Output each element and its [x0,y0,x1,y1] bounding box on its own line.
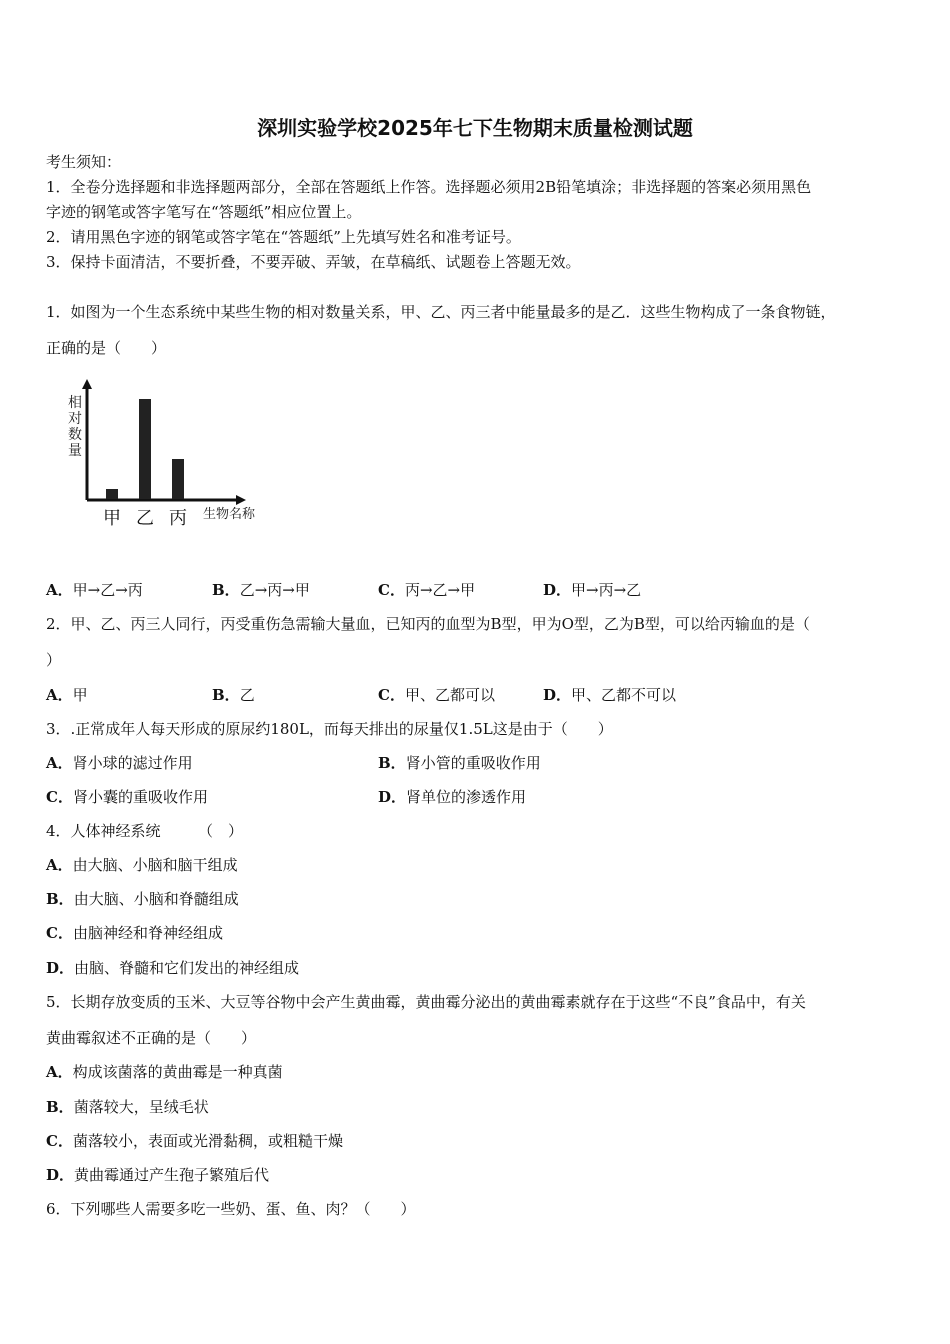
question-3-stem: 3．.正常成年人每天形成的原尿约180L，而每天排出的尿量仅1.5L这是由于（ ） [46,720,613,738]
question-5-stem: 5．长期存放变质的玉米、大豆等谷物中会产生黄曲霉，黄曲霉分泌出的黄曲霉素就存在于这些“不良”食品中，有关 [46,993,806,1011]
y-label-char: 对 [68,411,82,427]
x-axis-arrow [236,495,246,505]
question-1-stem-cont: 正确的是（ ） [46,339,167,357]
q3-option-a[interactable] [46,753,193,773]
option-key: B． [212,581,240,599]
option-key: D． [543,686,572,704]
y-label-char: 量 [68,443,82,459]
q4-option-c[interactable] [46,923,223,943]
y-label-char: 数 [68,427,82,443]
option-text: 构成该菌落的黄曲霉是一种真菌 [72,1063,283,1081]
question-5-stem-cont: 黄曲霉叙述不正确的是（ ） [46,1029,257,1047]
option-key: A． [46,686,73,704]
option-text: 乙 [239,686,255,704]
page-title: 深圳实验学校2025年七下生物期末质量检测试题 [257,116,693,140]
option-key: B． [378,754,406,772]
q1-option-c[interactable] [378,580,475,600]
category-label: 丙 [169,508,187,529]
option-key: D． [543,581,572,599]
q2-option-d[interactable] [543,685,676,705]
q5-option-c[interactable] [46,1131,343,1151]
option-key: C． [378,686,405,704]
option-key: D． [46,1166,75,1184]
q2-option-b[interactable] [212,685,255,705]
y-label-char: 相 [68,395,82,411]
q4-option-a[interactable] [46,855,238,875]
q3-option-b[interactable] [378,753,541,773]
option-key: B． [212,686,240,704]
option-key: C． [378,581,405,599]
option-text: 由脑神经和脊神经组成 [72,924,223,942]
q2-option-a[interactable] [46,685,88,705]
q5-option-d[interactable] [46,1165,269,1185]
option-text: 丙→乙→甲 [404,581,476,599]
option-text: 肾小囊的重吸收作用 [72,788,208,806]
option-text: 菌落较小，表面或光滑黏稠，或粗糙干燥 [72,1132,343,1150]
option-text: 肾小球的滤过作用 [72,754,193,772]
notice-item: 3．保持卡面清洁，不要折叠，不要弄破、弄皱，在草稿纸、试题卷上答题无效。 [46,253,581,271]
category-label: 甲 [103,508,121,529]
q3-option-c[interactable] [46,787,208,807]
category-label: 乙 [136,508,154,529]
option-key: A． [46,754,73,772]
q4-option-d[interactable] [46,958,299,978]
option-text: 由大脑、小脑和脊髓组成 [73,890,239,908]
option-text: 甲、乙都可以 [404,686,495,704]
notice-item: 2．请用黑色字迹的钢笔或答字笔在“答题纸”上先填写姓名和准考证号。 [46,228,521,246]
bar-group [106,399,184,499]
question-2-stem: 2．甲、乙、丙三人同行，丙受重伤急需输大量血，已知丙的血型为B型，甲为O型，乙为B型，可以给丙输血的是（ [46,615,810,633]
option-key: A． [46,856,73,874]
option-key: C． [46,788,73,806]
option-text: 甲→丙→乙 [571,581,642,599]
option-text: 甲→乙→丙 [72,581,143,599]
option-key: D． [378,788,407,806]
option-text: 黄曲霉通过产生孢子繁殖后代 [74,1166,270,1184]
y-axis-label [68,394,82,459]
relative-quantity-chart [60,375,280,535]
option-text: 肾单位的渗透作用 [406,788,527,806]
notice-item: 字迹的钢笔或答字笔写在“答题纸”相应位置上。 [46,203,362,221]
bar-甲 [106,489,118,499]
q4-option-b[interactable] [46,889,239,909]
option-key: D． [46,959,75,977]
option-text: 菌落较大，呈绒毛状 [73,1098,209,1116]
option-text: 由脑、脊髓和它们发出的神经组成 [74,959,300,977]
option-text: 乙→丙→甲 [239,581,310,599]
question-2-stem-cont: ） [46,651,62,669]
bar-乙 [139,399,151,499]
option-text: 甲、乙都不可以 [571,686,677,704]
q5-option-a[interactable] [46,1062,283,1082]
question-4-stem: 4．人体神经系统 （ ） [46,822,244,840]
option-key: A． [46,581,73,599]
q5-option-b[interactable] [46,1097,209,1117]
option-key: C． [46,1132,73,1150]
category-labels [103,508,187,529]
option-text: 肾小管的重吸收作用 [405,754,541,772]
notice-heading: 考生须知： [46,153,122,171]
option-key: B． [46,1098,74,1116]
q1-option-b[interactable] [212,580,310,600]
option-text: 由大脑、小脑和脑干组成 [72,856,238,874]
y-axis-arrow [82,379,92,389]
question-1-stem: 1．如图为一个生态系统中某些生物的相对数量关系，甲、乙、丙三者中能量最多的是乙．这些生物构成了一条食物链， [46,303,836,321]
q1-option-a[interactable] [46,580,143,600]
notice-item: 1．全卷分选择题和非选择题两部分，全部在答题纸上作答。选择题必须用2B铅笔填涂；非选择题的答案必须用黑色 [46,178,812,196]
option-key: B． [46,890,74,908]
q2-option-c[interactable] [378,685,495,705]
q3-option-d[interactable] [378,787,526,807]
option-key: A． [46,1063,73,1081]
x-axis-label: 生物名称 [203,507,256,522]
bar-丙 [172,459,184,499]
question-6-stem: 6．下列哪些人需要多吃一些奶、蛋、鱼、肉？（ ） [46,1200,416,1218]
option-text: 甲 [72,686,88,704]
q1-option-d[interactable] [543,580,641,600]
option-key: C． [46,924,73,942]
